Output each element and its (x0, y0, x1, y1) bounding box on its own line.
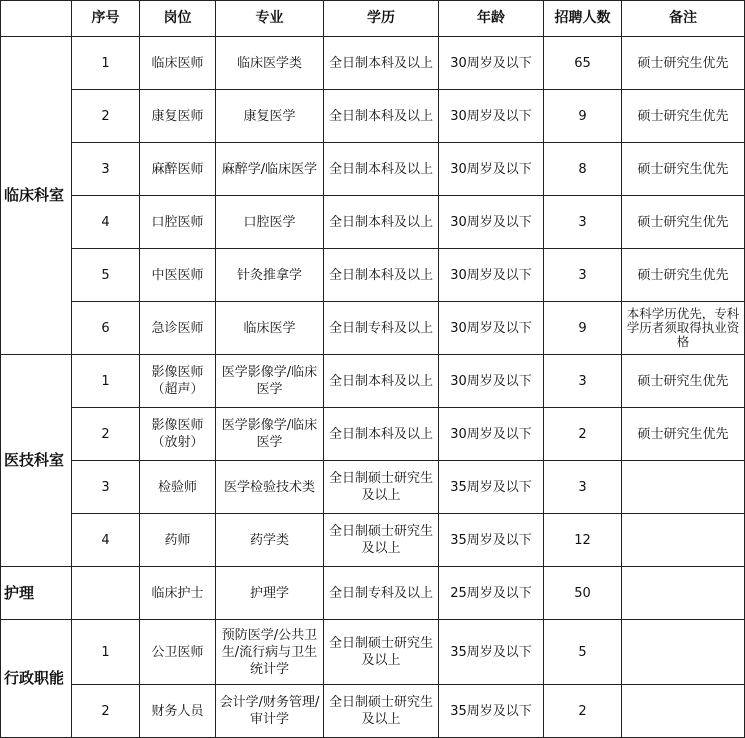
table-row (1, 143, 745, 196)
cell-no: 2 (72, 685, 140, 738)
cell-age: 30周岁及以下 (439, 302, 544, 355)
table-header (1, 1, 745, 37)
cell-no: 5 (72, 249, 140, 302)
header-education: 学历 (324, 1, 439, 37)
cell-no: 4 (72, 196, 140, 249)
cell-major: 麻醉学/临床医学 (216, 143, 324, 196)
cell-age: 30周岁及以下 (439, 408, 544, 461)
table-row (1, 620, 745, 685)
department-cell: 行政职能 (1, 620, 72, 738)
cell-post: 麻醉医师 (140, 143, 216, 196)
cell-major: 医学影像学/临床医学 (216, 408, 324, 461)
cell-education: 全日制本科及以上 (324, 196, 439, 249)
cell-age: 35周岁及以下 (439, 461, 544, 514)
cell-major: 医学影像学/临床医学 (216, 355, 324, 408)
cell-note: 本科学历优先，专科学历者须取得执业资格 (622, 302, 745, 355)
cell-count: 50 (544, 567, 622, 620)
table-row (1, 249, 745, 302)
cell-count: 2 (544, 685, 622, 738)
cell-post: 检验师 (140, 461, 216, 514)
cell-note (622, 461, 745, 514)
department-cell: 医技科室 (1, 355, 72, 567)
cell-education: 全日制本科及以上 (324, 355, 439, 408)
cell-post: 口腔医师 (140, 196, 216, 249)
cell-age: 35周岁及以下 (439, 620, 544, 685)
header-note: 备注 (622, 1, 745, 37)
cell-major: 临床医学 (216, 302, 324, 355)
table-row (1, 567, 745, 620)
cell-education: 全日制本科及以上 (324, 143, 439, 196)
cell-post: 急诊医师 (140, 302, 216, 355)
cell-note: 硕士研究生优先 (622, 196, 745, 249)
cell-no: 3 (72, 461, 140, 514)
cell-age: 30周岁及以下 (439, 37, 544, 90)
cell-education: 全日制专科及以上 (324, 567, 439, 620)
table-row (1, 302, 745, 355)
cell-age: 30周岁及以下 (439, 355, 544, 408)
cell-count: 9 (544, 90, 622, 143)
cell-major: 药学类 (216, 514, 324, 567)
cell-no: 4 (72, 514, 140, 567)
cell-count: 2 (544, 408, 622, 461)
cell-education: 全日制本科及以上 (324, 37, 439, 90)
cell-age: 30周岁及以下 (439, 90, 544, 143)
cell-education: 全日制本科及以上 (324, 90, 439, 143)
cell-count: 3 (544, 355, 622, 408)
cell-note: 硕士研究生优先 (622, 37, 745, 90)
cell-age: 30周岁及以下 (439, 143, 544, 196)
cell-count: 9 (544, 302, 622, 355)
cell-no: 1 (72, 355, 140, 408)
cell-post: 中医医师 (140, 249, 216, 302)
header-blank (1, 1, 72, 37)
cell-count: 65 (544, 37, 622, 90)
cell-age: 25周岁及以下 (439, 567, 544, 620)
cell-no: 2 (72, 408, 140, 461)
cell-age: 35周岁及以下 (439, 685, 544, 738)
cell-major: 康复医学 (216, 90, 324, 143)
table-row (1, 90, 745, 143)
cell-post: 药师 (140, 514, 216, 567)
cell-education: 全日制硕士研究生及以上 (324, 461, 439, 514)
cell-age: 30周岁及以下 (439, 249, 544, 302)
cell-note (622, 685, 745, 738)
cell-note: 硕士研究生优先 (622, 249, 745, 302)
header-no: 序号 (72, 1, 140, 37)
cell-count: 5 (544, 620, 622, 685)
cell-no: 1 (72, 620, 140, 685)
cell-count: 3 (544, 249, 622, 302)
table-row (1, 355, 745, 408)
cell-post: 临床医师 (140, 37, 216, 90)
header-count: 招聘人数 (544, 1, 622, 37)
cell-post: 影像医师（放射） (140, 408, 216, 461)
cell-note (622, 620, 745, 685)
cell-age: 35周岁及以下 (439, 514, 544, 567)
cell-note (622, 514, 745, 567)
cell-no: 6 (72, 302, 140, 355)
table-row (1, 37, 745, 90)
department-cell: 护理 (1, 567, 72, 620)
cell-major: 医学检验技术类 (216, 461, 324, 514)
cell-education: 全日制硕士研究生及以上 (324, 685, 439, 738)
department-cell: 临床科室 (1, 37, 72, 355)
cell-count: 3 (544, 461, 622, 514)
cell-major: 临床医学类 (216, 37, 324, 90)
table-body (1, 37, 745, 738)
table-row (1, 461, 745, 514)
cell-major: 口腔医学 (216, 196, 324, 249)
header-post: 岗位 (140, 1, 216, 37)
cell-note: 硕士研究生优先 (622, 90, 745, 143)
cell-no (72, 567, 140, 620)
cell-education: 全日制本科及以上 (324, 408, 439, 461)
table-row (1, 196, 745, 249)
cell-count: 12 (544, 514, 622, 567)
cell-education: 全日制专科及以上 (324, 302, 439, 355)
cell-no: 2 (72, 90, 140, 143)
cell-post: 公卫医师 (140, 620, 216, 685)
cell-note: 硕士研究生优先 (622, 408, 745, 461)
cell-major: 护理学 (216, 567, 324, 620)
cell-post: 财务人员 (140, 685, 216, 738)
cell-count: 3 (544, 196, 622, 249)
cell-count: 8 (544, 143, 622, 196)
cell-major: 会计学/财务管理/审计学 (216, 685, 324, 738)
cell-education: 全日制本科及以上 (324, 249, 439, 302)
cell-education: 全日制硕士研究生及以上 (324, 620, 439, 685)
cell-major: 针灸推拿学 (216, 249, 324, 302)
cell-note: 硕士研究生优先 (622, 355, 745, 408)
table-row (1, 685, 745, 738)
header-age: 年龄 (439, 1, 544, 37)
cell-note: 硕士研究生优先 (622, 143, 745, 196)
cell-post: 临床护士 (140, 567, 216, 620)
header-major: 专业 (216, 1, 324, 37)
cell-post: 影像医师（超声） (140, 355, 216, 408)
cell-education: 全日制硕士研究生及以上 (324, 514, 439, 567)
cell-major: 预防医学/公共卫生/流行病与卫生统计学 (216, 620, 324, 685)
cell-post: 康复医师 (140, 90, 216, 143)
table-row (1, 408, 745, 461)
cell-no: 3 (72, 143, 140, 196)
cell-age: 30周岁及以下 (439, 196, 544, 249)
cell-no: 1 (72, 37, 140, 90)
table-row (1, 514, 745, 567)
cell-note (622, 567, 745, 620)
